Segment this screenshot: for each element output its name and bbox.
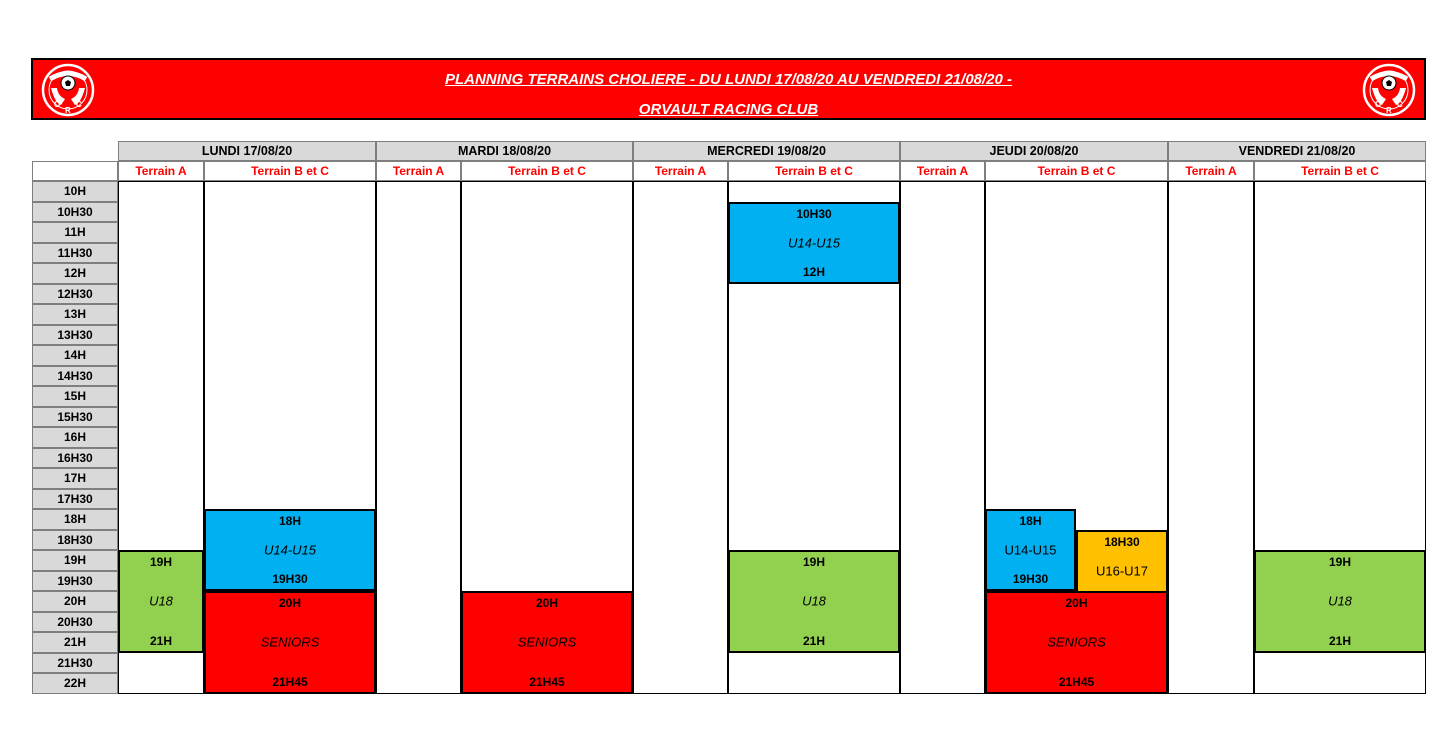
session-team: U14-U15: [263, 542, 317, 558]
time-slot: 13H: [32, 304, 118, 325]
terrain-header: Terrain B et C: [1254, 161, 1426, 181]
svg-text:O: O: [54, 100, 61, 109]
session-block[interactable]: [985, 509, 1076, 591]
session-end-time: 19H30: [272, 572, 308, 586]
session-team: U14-U15: [787, 235, 841, 250]
time-slot: 14H30: [32, 366, 118, 387]
time-slot: 12H30: [32, 284, 118, 305]
time-slot: 18H: [32, 509, 118, 530]
terrain-header: Terrain A: [900, 161, 985, 181]
terrain-header: Terrain A: [118, 161, 204, 181]
session-block[interactable]: [204, 591, 376, 694]
svg-text:R: R: [1386, 106, 1392, 115]
session-block[interactable]: [204, 509, 376, 591]
time-slot: 19H30: [32, 571, 118, 592]
day-header: LUNDI 17/08/20: [118, 141, 376, 161]
time-slot: 16H30: [32, 448, 118, 469]
session-team: U14-U15: [1004, 542, 1057, 558]
session-start-time: 20H: [1065, 596, 1088, 610]
session-team: SENIORS: [260, 634, 320, 650]
time-slot: 20H30: [32, 612, 118, 633]
time-slot: 19H: [32, 550, 118, 571]
session-end-time: 19H30: [1012, 572, 1049, 586]
session-block[interactable]: [728, 202, 900, 284]
session-team: U18: [802, 593, 826, 609]
terrain-header: Terrain B et C: [985, 161, 1168, 181]
svg-text:C: C: [1397, 100, 1403, 109]
session-team: SENIORS: [517, 634, 577, 650]
svg-text:O: O: [1375, 100, 1382, 109]
session-block[interactable]: [461, 591, 633, 694]
session-end-time: 21H45: [1058, 674, 1095, 689]
time-slot: 22H: [32, 673, 118, 694]
session-start-time: 18H: [278, 514, 301, 528]
session-block[interactable]: [985, 591, 1168, 694]
session-end-time: 21H: [1328, 633, 1351, 648]
terrain-header: Terrain A: [376, 161, 461, 181]
session-start-time: 20H: [535, 596, 558, 610]
time-slot: 14H: [32, 345, 118, 366]
day-header: JEUDI 20/08/20: [900, 141, 1168, 161]
day-header: VENDREDI 21/08/20: [1168, 141, 1426, 161]
svg-text:C: C: [76, 100, 82, 109]
session-block[interactable]: [1254, 550, 1426, 653]
planning-title: PLANNING TERRAINS CHOLIERE - DU LUNDI 17/08/20 AU VENDREDI 21/08/20 -: [444, 71, 1013, 88]
time-slot: 10H30: [32, 202, 118, 223]
session-end-time: 21H45: [272, 674, 308, 689]
session-start-time: 20H: [278, 596, 301, 610]
terrain-header: Terrain B et C: [728, 161, 900, 181]
session-start-time: 18H30: [1104, 534, 1140, 549]
session-block[interactable]: [728, 550, 900, 653]
session-start-time: 19H: [1328, 555, 1351, 569]
session-start-time: 19H: [802, 555, 825, 569]
session-end-time: 21H: [149, 633, 172, 648]
time-slot: 12H: [32, 263, 118, 284]
time-slot: 11H: [32, 222, 118, 243]
day-header: MARDI 18/08/20: [376, 141, 633, 161]
time-slot: 11H30: [32, 243, 118, 264]
session-block[interactable]: [118, 550, 204, 653]
session-start-time: 19H: [149, 555, 172, 569]
time-slot: 21H: [32, 632, 118, 653]
time-slot: 20H: [32, 591, 118, 612]
time-slot: 21H30: [32, 653, 118, 674]
terrain-header: Terrain B et C: [204, 161, 376, 181]
time-slot: 16H: [32, 427, 118, 448]
time-slot: 15H30: [32, 407, 118, 428]
time-slot: 17H30: [32, 489, 118, 510]
time-slot: 17H: [32, 468, 118, 489]
terrain-header: Terrain B et C: [461, 161, 633, 181]
session-team: SENIORS: [1047, 634, 1106, 650]
session-end-time: 21H45: [529, 674, 565, 689]
terrain-header: Terrain A: [633, 161, 728, 181]
session-team: U16-U17: [1095, 563, 1149, 578]
club-name: ORVAULT RACING CLUB: [638, 101, 819, 118]
session-end-time: 12H: [802, 264, 825, 279]
time-slot: 18H30: [32, 530, 118, 551]
session-start-time: 10H30: [796, 206, 832, 221]
svg-text:R: R: [65, 106, 71, 115]
session-end-time: 21H: [802, 633, 825, 648]
session-start-time: 18H: [1019, 514, 1042, 528]
time-slot: 13H30: [32, 325, 118, 346]
session-team: U18: [1328, 593, 1352, 609]
terrain-header: Terrain A: [1168, 161, 1254, 181]
day-header: MERCREDI 19/08/20: [633, 141, 900, 161]
session-team: U18: [149, 593, 173, 609]
time-slot: 10H: [32, 181, 118, 202]
time-slot: 15H: [32, 386, 118, 407]
